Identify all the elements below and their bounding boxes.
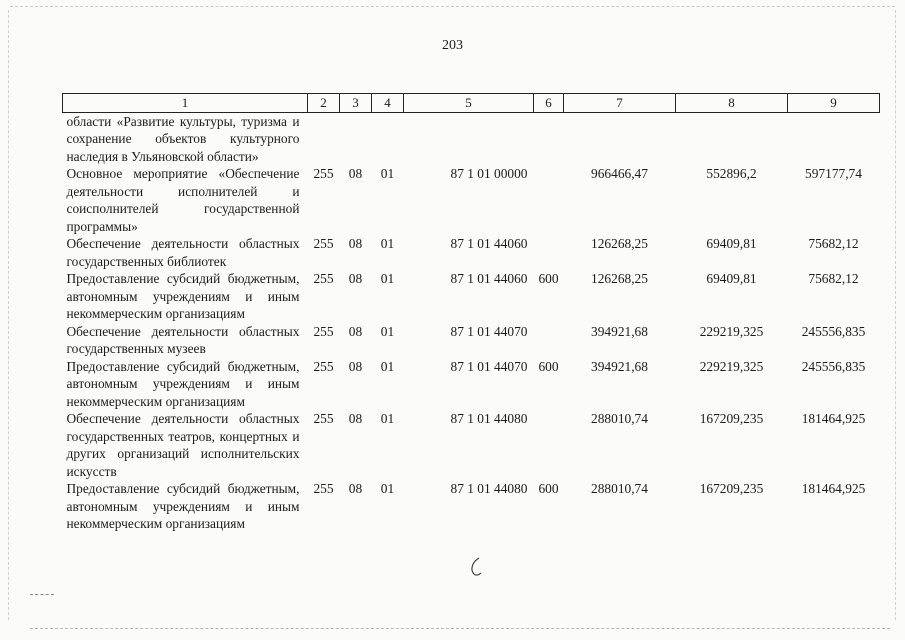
cell-pr: 01 (380, 411, 395, 426)
cell-amount-7: 288010,74 (591, 481, 648, 496)
cell-pr: 01 (380, 236, 395, 251)
cell-vr (534, 235, 564, 270)
cell-rz (340, 112, 372, 165)
cell-csr: 87 1 01 44080 (450, 481, 528, 496)
margin-mark (30, 594, 54, 595)
row-name: Предоставление субсидий бюджетным, автономным учреждениям и иным некоммерческим организациям (66, 358, 300, 409)
cell-rz: 08 (348, 358, 363, 374)
cell-amount-9: 597177,74 (805, 166, 862, 181)
header-cell: 3 (340, 94, 372, 113)
header-row (63, 94, 880, 113)
cell-vr (534, 112, 564, 165)
scan-edge-left (8, 10, 9, 620)
budget-table (62, 93, 880, 533)
scan-edge-top (10, 6, 895, 7)
cell-vr (534, 323, 564, 358)
table-row (63, 235, 880, 270)
cell-vr (534, 410, 564, 480)
cell-vr (534, 165, 564, 235)
cell-csr: 87 1 01 44080 (450, 411, 528, 426)
cell-amount-8: 69409,81 (706, 271, 757, 286)
cell-amount-8: 229219,325 (699, 323, 764, 339)
cell-csr (404, 112, 534, 165)
cell-rz: 08 (348, 411, 363, 426)
page-number: 203 (442, 38, 463, 53)
header-cell: 4 (372, 94, 404, 113)
table-header (63, 94, 880, 113)
cell-gp: 255 (313, 271, 334, 286)
cell-amount-9: 181464,925 (801, 411, 866, 426)
cell-gp: 255 (313, 481, 334, 496)
table-row (63, 480, 880, 533)
header-cell: 5 (404, 94, 534, 113)
cell-amount-7: 394921,68 (591, 323, 648, 339)
cell-pr: 01 (380, 358, 395, 374)
header-cell: 2 (308, 94, 340, 113)
cell-csr: 87 1 01 00000 (450, 166, 528, 181)
cell-amount-8 (676, 112, 788, 165)
table-row (63, 410, 880, 480)
header-cell: 9 (788, 94, 880, 113)
cell-vr: 600 (538, 271, 559, 286)
handwritten-mark (468, 556, 484, 578)
cell-rz: 08 (348, 481, 363, 496)
row-name: Обеспечение деятельности областных государственных библиотек (66, 236, 300, 269)
cell-csr: 87 1 01 44070 (450, 358, 528, 374)
cell-rz: 08 (348, 271, 363, 286)
row-name: Обеспечение деятельности областных государственных музеев (66, 323, 300, 356)
row-name: области «Развитие культуры, туризма и сохранение объектов культурного наследия в Ульяновской области» (66, 113, 300, 164)
cell-vr: 600 (538, 481, 559, 496)
cell-amount-8: 552896,2 (706, 166, 757, 181)
cell-amount-9: 245556,835 (801, 323, 866, 339)
cell-amount-9 (788, 112, 880, 165)
row-name: Предоставление субсидий бюджетным, автономным учреждениям и иным некоммерческим организациям (66, 481, 300, 531)
cell-amount-7: 126268,25 (591, 271, 648, 286)
cell-rz: 08 (348, 236, 363, 251)
table-row (63, 165, 880, 235)
cell-gp: 255 (313, 358, 334, 374)
table-row (63, 270, 880, 323)
cell-amount-9: 75682,12 (808, 236, 859, 251)
cell-pr: 01 (380, 166, 395, 181)
cell-csr: 87 1 01 44060 (450, 236, 528, 251)
cell-pr: 01 (380, 271, 395, 286)
cell-csr: 87 1 01 44060 (450, 271, 528, 286)
row-name: Обеспечение деятельности областных государственных театров, концертных и других организаций исполнительских искусств (66, 411, 300, 479)
cell-amount-9: 181464,925 (801, 481, 866, 496)
cell-gp: 255 (313, 236, 334, 251)
cell-amount-8: 229219,325 (699, 358, 764, 374)
header-cell: 7 (564, 94, 676, 113)
cell-gp: 255 (313, 323, 334, 339)
cell-gp: 255 (313, 166, 334, 181)
table-row (63, 323, 880, 358)
cell-amount-9: 75682,12 (808, 271, 859, 286)
row-name: Предоставление субсидий бюджетным, автономным учреждениям и иным некоммерческим организациям (66, 271, 300, 321)
table-row (63, 112, 880, 165)
cell-amount-7: 966466,47 (591, 166, 648, 181)
cell-amount-8: 167209,235 (699, 411, 764, 426)
cell-pr: 01 (380, 481, 395, 496)
cell-rz: 08 (348, 166, 363, 181)
cell-gp (308, 112, 340, 165)
header-cell: 6 (534, 94, 564, 113)
cell-amount-7 (564, 112, 676, 165)
cell-amount-8: 69409,81 (706, 236, 757, 251)
scan-edge-bottom (30, 628, 890, 629)
header-cell: 8 (676, 94, 788, 113)
cell-pr: 01 (380, 323, 395, 339)
cell-amount-7: 126268,25 (591, 236, 648, 251)
table-body (63, 112, 880, 533)
cell-amount-9: 245556,835 (801, 358, 866, 374)
cell-gp: 255 (313, 411, 334, 426)
cell-pr (372, 112, 404, 165)
row-name: Основное мероприятие «Обеспечение деятельности исполнителей и соисполнителей государственной программы» (66, 166, 300, 234)
cell-rz: 08 (348, 323, 363, 339)
scan-edge-right (895, 10, 896, 620)
cell-csr: 87 1 01 44070 (450, 323, 528, 339)
cell-vr: 600 (538, 358, 559, 374)
cell-amount-8: 167209,235 (699, 481, 764, 496)
cell-amount-7: 394921,68 (591, 358, 648, 374)
table-row (63, 358, 880, 411)
cell-amount-7: 288010,74 (591, 411, 648, 426)
header-cell: 1 (63, 94, 308, 113)
